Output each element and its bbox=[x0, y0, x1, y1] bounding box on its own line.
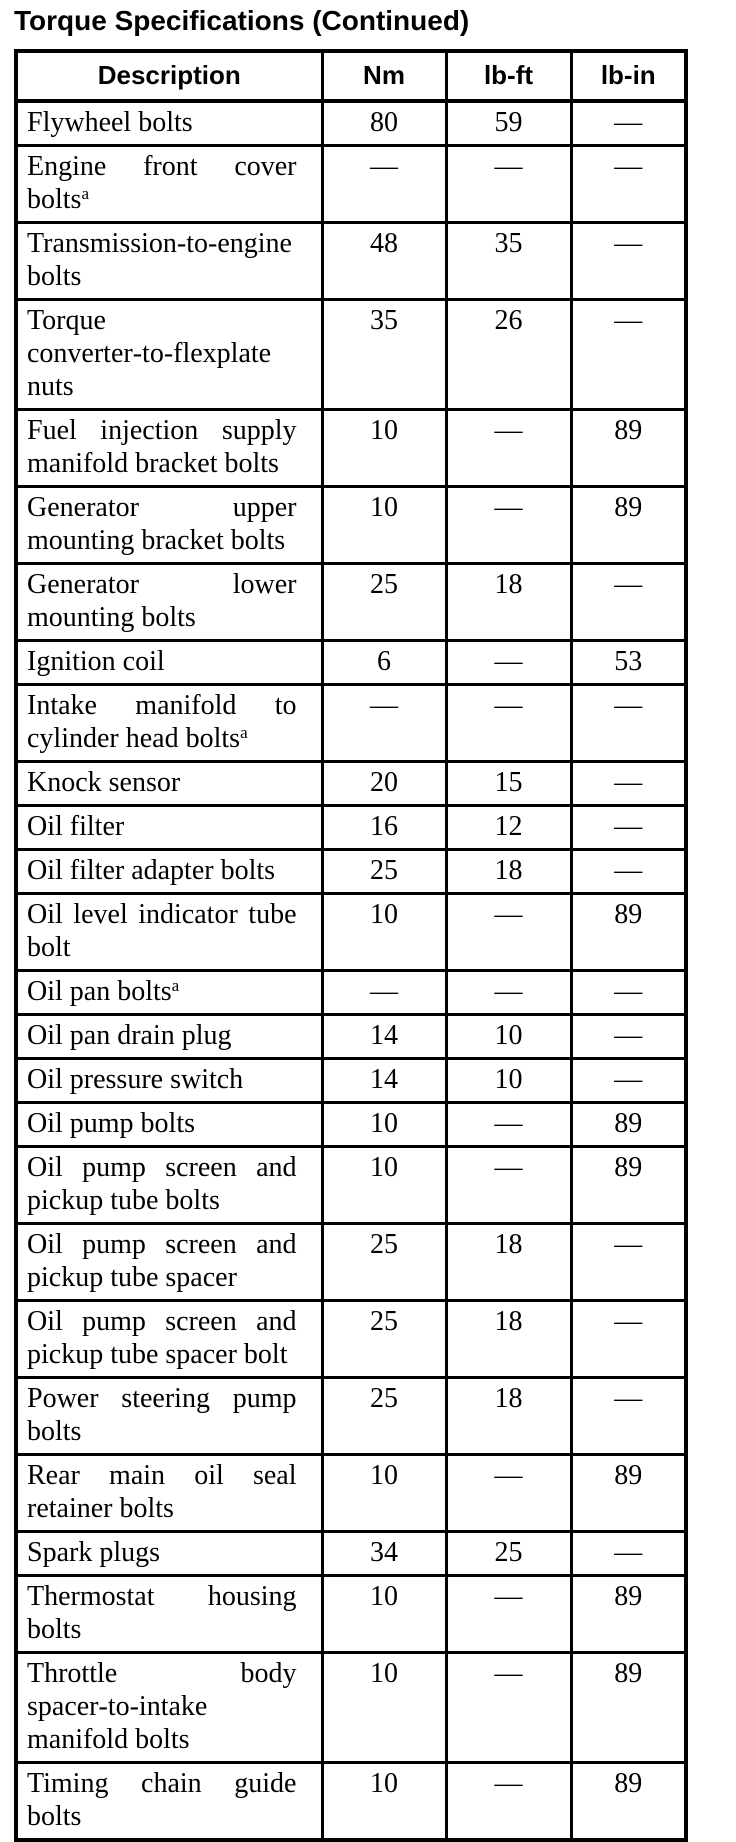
description-cell bbox=[16, 1103, 322, 1147]
table-row bbox=[16, 971, 686, 1015]
nm-cell: 34 bbox=[322, 1532, 446, 1576]
header-description: Description bbox=[16, 51, 322, 101]
description-text: Oil pan bolts bbox=[27, 976, 172, 1007]
nm-cell: 48 bbox=[322, 223, 446, 300]
table-row bbox=[16, 1224, 686, 1301]
lbin-cell: 53 bbox=[571, 641, 686, 685]
header-lbin: lb-in bbox=[571, 51, 686, 101]
description-cell bbox=[16, 410, 322, 487]
table-row bbox=[16, 1455, 686, 1532]
lbin-cell: 89 bbox=[571, 1455, 686, 1532]
description-text: Generator lower mounting bolts bbox=[27, 569, 297, 633]
description-cell bbox=[16, 971, 322, 1015]
nm-cell: 16 bbox=[322, 806, 446, 850]
lbin-cell: — bbox=[571, 1059, 686, 1103]
description-cell bbox=[16, 850, 322, 894]
description-text: Knock sensor bbox=[27, 767, 181, 798]
description-cell bbox=[16, 1576, 322, 1653]
description-cell bbox=[16, 101, 322, 146]
table-row bbox=[16, 564, 686, 641]
nm-cell: 10 bbox=[322, 1653, 446, 1763]
description-text: Throttle body spacer‑to‑intake manifold bolts bbox=[27, 1658, 297, 1755]
description-text: Ignition coil bbox=[27, 646, 165, 677]
nm-cell: 25 bbox=[322, 850, 446, 894]
description-text: Oil filter adapter bolts bbox=[27, 855, 276, 886]
lbin-cell: 89 bbox=[571, 487, 686, 564]
lbin-cell: 89 bbox=[571, 1763, 686, 1841]
lbft-cell: 25 bbox=[446, 1532, 571, 1576]
header-row bbox=[16, 51, 686, 101]
nm-cell: — bbox=[322, 146, 446, 223]
torque-spec-table bbox=[14, 49, 688, 1842]
table-row bbox=[16, 1147, 686, 1224]
nm-cell: 10 bbox=[322, 1103, 446, 1147]
description-cell bbox=[16, 1763, 322, 1841]
lbft-cell: 10 bbox=[446, 1059, 571, 1103]
description-text: Oil pump screen and pickup tube spacer bolt bbox=[27, 1306, 297, 1370]
description-text: Rear main oil seal retainer bolts bbox=[27, 1460, 297, 1524]
table-row bbox=[16, 410, 686, 487]
lbft-cell: 15 bbox=[446, 762, 571, 806]
table-row bbox=[16, 806, 686, 850]
description-text: Oil pump bolts bbox=[27, 1108, 196, 1139]
nm-cell: 20 bbox=[322, 762, 446, 806]
lbft-cell: — bbox=[446, 1103, 571, 1147]
description-cell bbox=[16, 1015, 322, 1059]
nm-cell: 35 bbox=[322, 300, 446, 410]
lbft-cell: — bbox=[446, 410, 571, 487]
description-text: Oil pump screen and pickup tube spacer bbox=[27, 1229, 297, 1293]
lbin-cell: — bbox=[571, 971, 686, 1015]
description-text: Oil pan drain plug bbox=[27, 1020, 232, 1051]
description-cell bbox=[16, 1653, 322, 1763]
lbft-cell: — bbox=[446, 685, 571, 762]
table-row bbox=[16, 1378, 686, 1455]
table-row bbox=[16, 1532, 686, 1576]
description-text: Oil filter bbox=[27, 811, 125, 842]
lbft-cell: — bbox=[446, 487, 571, 564]
lbin-cell: — bbox=[571, 850, 686, 894]
description-cell bbox=[16, 300, 322, 410]
lbin-cell: — bbox=[571, 1015, 686, 1059]
description-text: Spark plugs bbox=[27, 1537, 160, 1568]
lbin-cell: — bbox=[571, 1532, 686, 1576]
lbin-cell: — bbox=[571, 762, 686, 806]
description-cell bbox=[16, 1301, 322, 1378]
lbin-cell: 89 bbox=[571, 894, 686, 971]
nm-cell: 10 bbox=[322, 1455, 446, 1532]
table-row bbox=[16, 146, 686, 223]
table-row bbox=[16, 1015, 686, 1059]
lbin-cell: 89 bbox=[571, 1576, 686, 1653]
description-text: Transmission‑to‑engine bolts bbox=[27, 228, 292, 292]
lbft-cell: — bbox=[446, 1455, 571, 1532]
nm-cell: 10 bbox=[322, 1576, 446, 1653]
lbft-cell: — bbox=[446, 1763, 571, 1841]
footnote-marker: a bbox=[171, 976, 180, 995]
description-cell bbox=[16, 1378, 322, 1455]
description-text: Flywheel bolts bbox=[27, 107, 193, 138]
description-cell bbox=[16, 223, 322, 300]
table-row bbox=[16, 1653, 686, 1763]
nm-cell: 80 bbox=[322, 101, 446, 146]
description-text: Engine front cover bolts bbox=[27, 151, 297, 215]
table-row bbox=[16, 894, 686, 971]
lbin-cell: — bbox=[571, 564, 686, 641]
lbft-cell: 18 bbox=[446, 564, 571, 641]
nm-cell: 25 bbox=[322, 1224, 446, 1301]
description-text: Oil pressure switch bbox=[27, 1064, 244, 1095]
description-cell bbox=[16, 806, 322, 850]
description-cell bbox=[16, 1455, 322, 1532]
lbin-cell: — bbox=[571, 1224, 686, 1301]
description-text: Oil level indicator tube bolt bbox=[27, 899, 297, 963]
lbft-cell: 18 bbox=[446, 1224, 571, 1301]
lbft-cell: — bbox=[446, 641, 571, 685]
lbft-cell: 35 bbox=[446, 223, 571, 300]
nm-cell: 14 bbox=[322, 1059, 446, 1103]
description-text: Oil pump screen and pickup tube bolts bbox=[27, 1152, 297, 1216]
table-row bbox=[16, 762, 686, 806]
table-row bbox=[16, 850, 686, 894]
nm-cell: 10 bbox=[322, 487, 446, 564]
nm-cell: 25 bbox=[322, 1378, 446, 1455]
description-cell bbox=[16, 1532, 322, 1576]
description-text: Intake manifold to cylinder head bolts bbox=[27, 690, 297, 754]
lbft-cell: — bbox=[446, 1147, 571, 1224]
spec-table-body bbox=[16, 101, 686, 1840]
lbin-cell: — bbox=[571, 146, 686, 223]
lbin-cell: — bbox=[571, 685, 686, 762]
lbft-cell: 59 bbox=[446, 101, 571, 146]
lbft-cell: 26 bbox=[446, 300, 571, 410]
lbft-cell: 18 bbox=[446, 1378, 571, 1455]
lbin-cell: — bbox=[571, 300, 686, 410]
description-cell bbox=[16, 1147, 322, 1224]
lbin-cell: 89 bbox=[571, 1147, 686, 1224]
table-row bbox=[16, 1576, 686, 1653]
description-cell bbox=[16, 487, 322, 564]
description-text: Torque converter‑to‑flexplate nuts bbox=[27, 305, 272, 402]
header-lbft: lb-ft bbox=[446, 51, 571, 101]
table-row bbox=[16, 1059, 686, 1103]
header-nm: Nm bbox=[322, 51, 446, 101]
description-cell bbox=[16, 894, 322, 971]
footnote-marker: a bbox=[81, 184, 90, 203]
lbft-cell: 10 bbox=[446, 1015, 571, 1059]
lbft-cell: 18 bbox=[446, 1301, 571, 1378]
description-text: Thermostat housing bolts bbox=[27, 1581, 297, 1645]
lbft-cell: 12 bbox=[446, 806, 571, 850]
nm-cell: 14 bbox=[322, 1015, 446, 1059]
description-text: Power steering pump bolts bbox=[27, 1383, 297, 1447]
nm-cell: — bbox=[322, 685, 446, 762]
description-cell bbox=[16, 1059, 322, 1103]
lbin-cell: — bbox=[571, 806, 686, 850]
page-title: Torque Specifications (Continued) bbox=[14, 5, 470, 36]
description-text: Generator upper mounting bracket bolts bbox=[27, 492, 297, 556]
footnote-marker: a bbox=[240, 723, 248, 742]
lbin-cell: — bbox=[571, 1301, 686, 1378]
lbft-cell: — bbox=[446, 1653, 571, 1763]
description-cell bbox=[16, 146, 322, 223]
table-row bbox=[16, 1763, 686, 1841]
lbft-cell: — bbox=[446, 971, 571, 1015]
table-row bbox=[16, 223, 686, 300]
nm-cell: 10 bbox=[322, 1763, 446, 1841]
lbin-cell: — bbox=[571, 101, 686, 146]
nm-cell: 25 bbox=[322, 564, 446, 641]
lbin-cell: 89 bbox=[571, 1103, 686, 1147]
nm-cell: 10 bbox=[322, 894, 446, 971]
nm-cell: 6 bbox=[322, 641, 446, 685]
nm-cell: 10 bbox=[322, 1147, 446, 1224]
lbft-cell: — bbox=[446, 1576, 571, 1653]
nm-cell: 10 bbox=[322, 410, 446, 487]
description-cell bbox=[16, 1224, 322, 1301]
description-text: Fuel injection supply manifold bracket bolts bbox=[27, 415, 297, 479]
table-row bbox=[16, 300, 686, 410]
nm-cell: 25 bbox=[322, 1301, 446, 1378]
description-text: Timing chain guide bolts bbox=[27, 1768, 297, 1832]
table-row bbox=[16, 1103, 686, 1147]
table-row bbox=[16, 641, 686, 685]
lbft-cell: — bbox=[446, 146, 571, 223]
table-row bbox=[16, 487, 686, 564]
lbft-cell: 18 bbox=[446, 850, 571, 894]
description-cell bbox=[16, 641, 322, 685]
lbin-cell: — bbox=[571, 223, 686, 300]
table-row bbox=[16, 1301, 686, 1378]
table-row bbox=[16, 685, 686, 762]
nm-cell: — bbox=[322, 971, 446, 1015]
description-cell bbox=[16, 564, 322, 641]
lbft-cell: — bbox=[446, 894, 571, 971]
description-cell bbox=[16, 762, 322, 806]
lbin-cell: 89 bbox=[571, 410, 686, 487]
lbin-cell: 89 bbox=[571, 1653, 686, 1763]
lbin-cell: — bbox=[571, 1378, 686, 1455]
table-row bbox=[16, 101, 686, 146]
description-cell bbox=[16, 685, 322, 762]
